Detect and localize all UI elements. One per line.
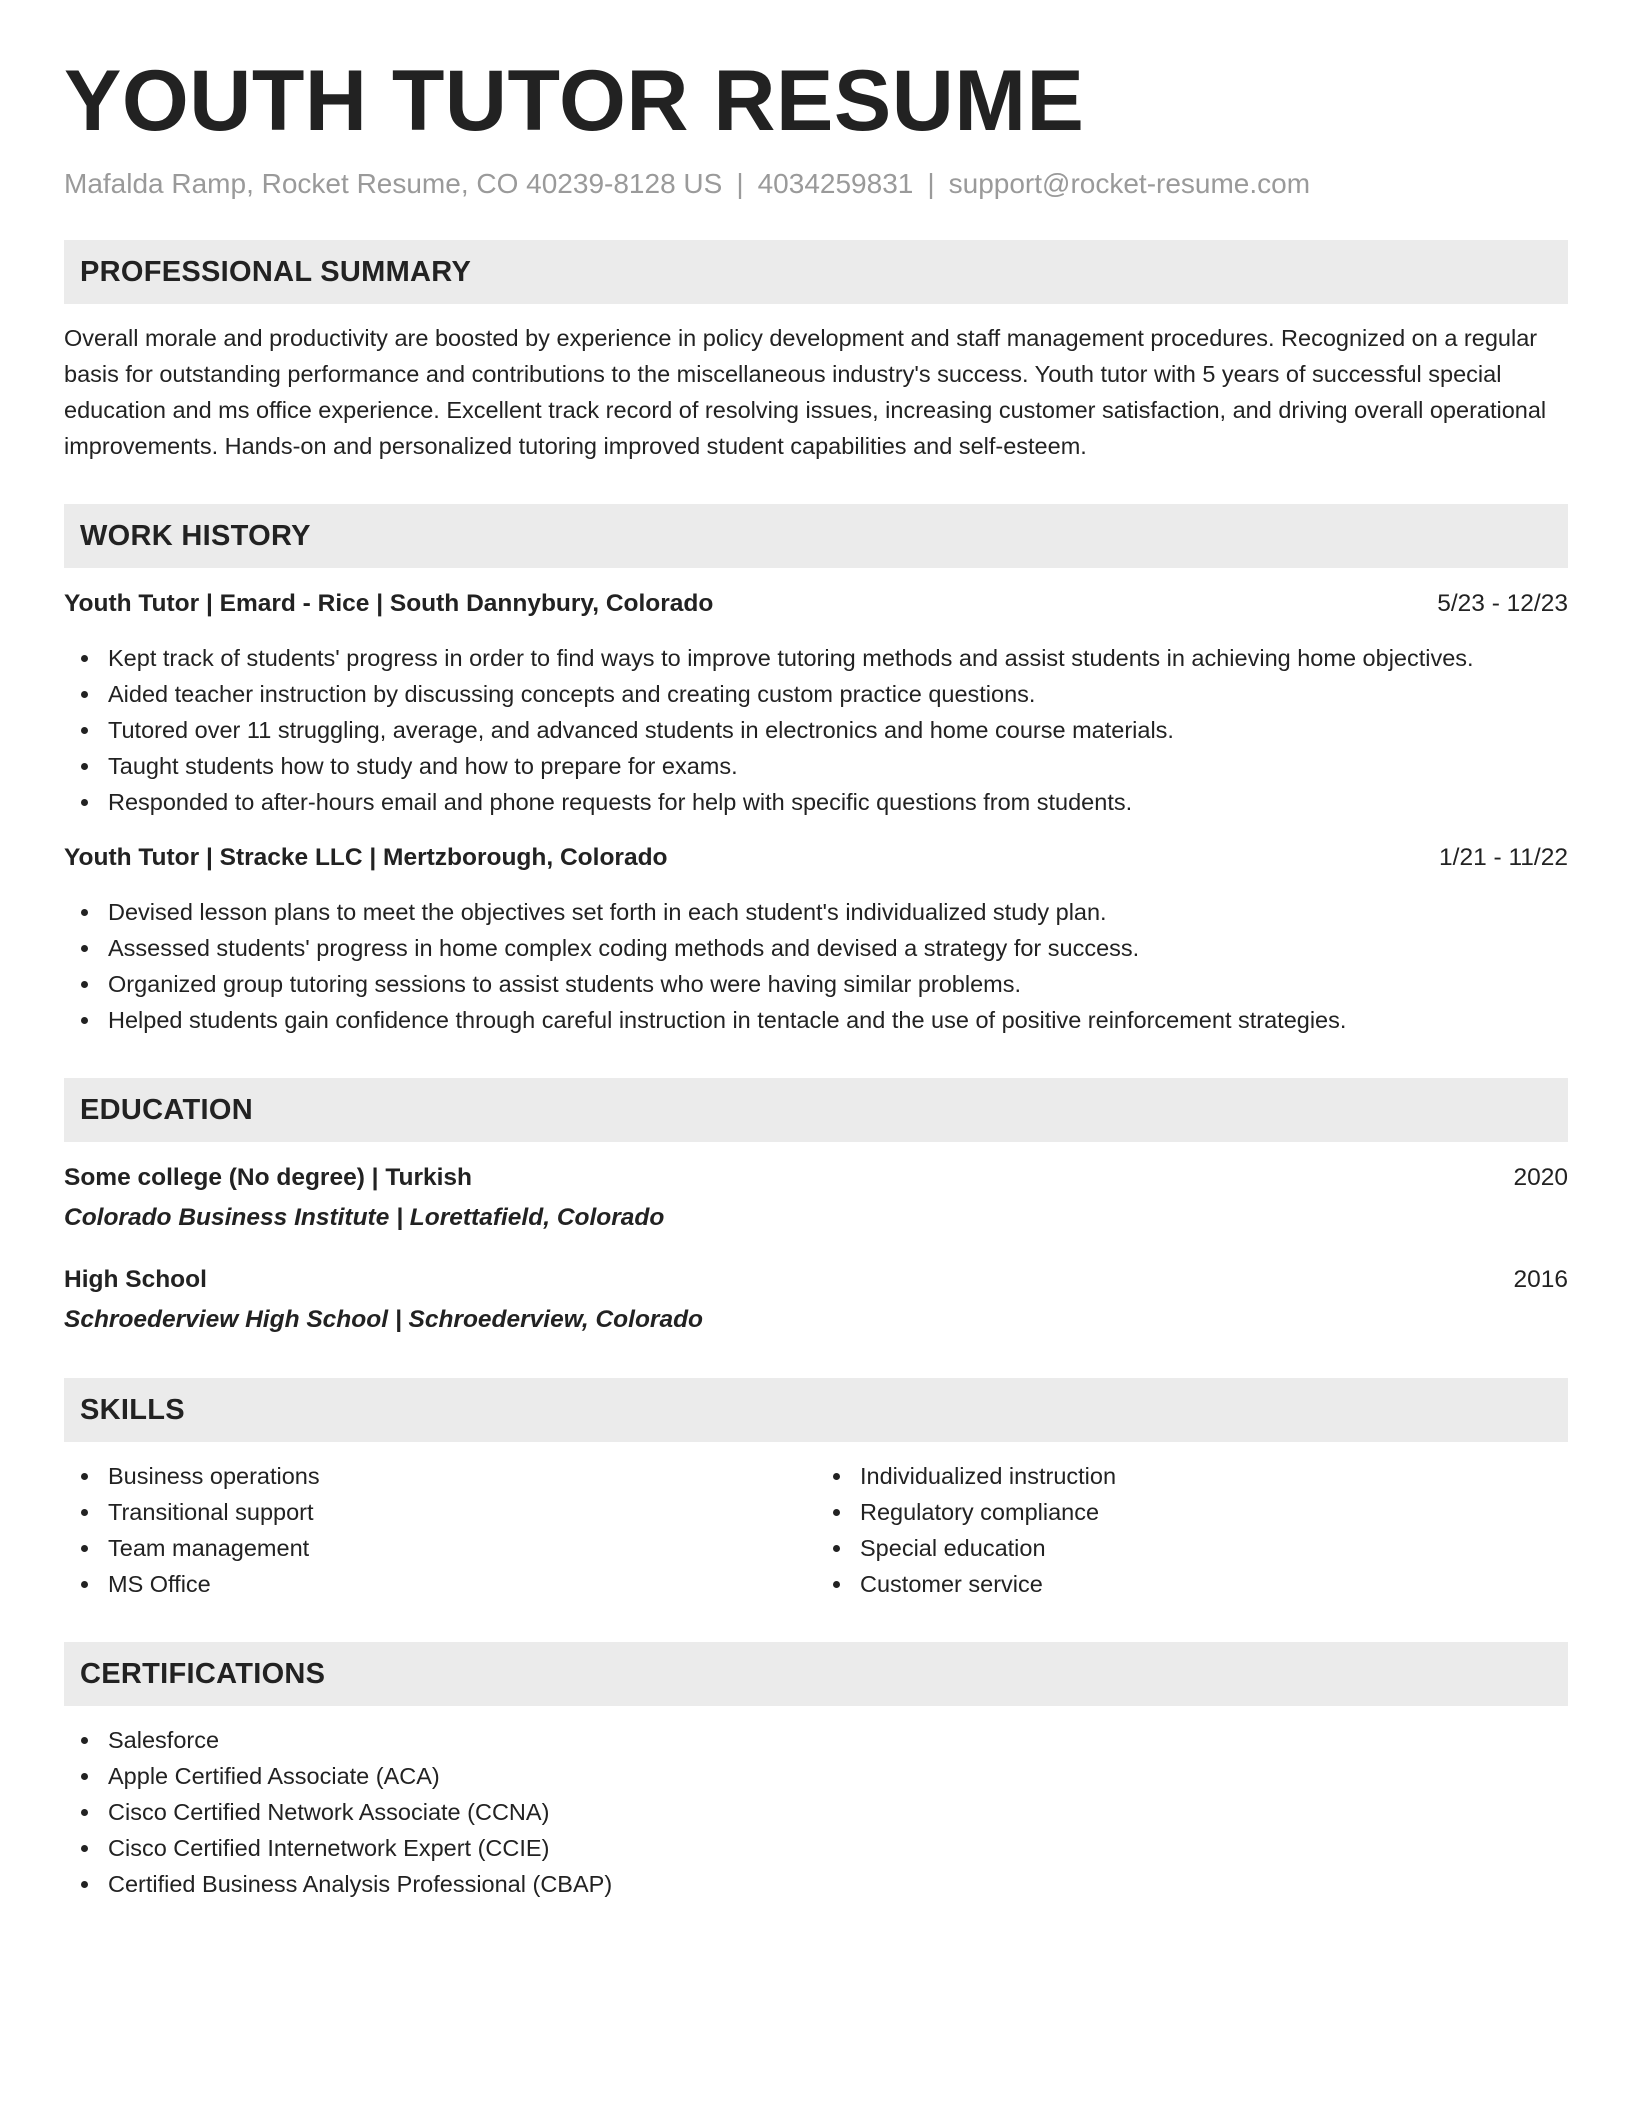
job-bullet: Assessed students' progress in home complex coding methods and devised a strategy for success.: [64, 930, 1568, 966]
job-header: [64, 840, 1568, 876]
section-title: CERTIFICATIONS: [80, 1657, 326, 1690]
job-bullet: Helped students gain confidence through careful instruction in tentacle and the use of positive reinforcement strategies.: [64, 1002, 1568, 1038]
section-heading-summary: [64, 240, 1568, 304]
education-year: 2020: [1513, 1164, 1568, 1192]
skill-item: Transitional support: [64, 1494, 816, 1530]
section-heading-education: [64, 1078, 1568, 1142]
job-bullet: Organized group tutoring sessions to assist students who were having similar problems.: [64, 966, 1568, 1002]
job-entry: [64, 840, 1568, 1038]
certification-item: Apple Certified Associate (ACA): [64, 1758, 1568, 1794]
job-bullet: Taught students how to study and how to prepare for exams.: [64, 748, 1568, 784]
certification-item: Cisco Certified Network Associate (CCNA): [64, 1794, 1568, 1830]
section-heading-work-history: [64, 504, 1568, 568]
job-title: Youth Tutor | Emard - Rice | South Dannybury, Colorado: [64, 590, 714, 618]
skill-item: Business operations: [64, 1458, 816, 1494]
contact-separator: |: [736, 168, 744, 200]
education-school: Schroederview High School | Schroederview, Colorado: [64, 1306, 704, 1334]
job-bullets: [64, 640, 1568, 820]
section-title: WORK HISTORY: [80, 519, 311, 552]
job-bullet: Kept track of students' progress in order to find ways to improve tutoring methods and assist students in achieving home objectives.: [64, 640, 1568, 676]
job-title: Youth Tutor | Stracke LLC | Mertzborough, Colorado: [64, 844, 668, 872]
certifications-list: [64, 1722, 1568, 1902]
education-entry: [64, 1160, 1568, 1236]
skills-left-column: [64, 1458, 816, 1602]
education-degree: High School: [64, 1266, 207, 1294]
job-bullet: Devised lesson plans to meet the objectives set forth in each student's individualized study plan.: [64, 894, 1568, 930]
skills-columns: [64, 1458, 1568, 1602]
education-degree: Some college (No degree) | Turkish: [64, 1164, 473, 1192]
section-title: SKILLS: [80, 1393, 185, 1426]
certification-item: Cisco Certified Internetwork Expert (CCIE): [64, 1830, 1568, 1866]
job-bullet: Tutored over 11 struggling, average, and advanced students in electronics and home course materials.: [64, 712, 1568, 748]
skill-item: Customer service: [816, 1566, 1568, 1602]
section-heading-certifications: [64, 1642, 1568, 1706]
certification-item: Certified Business Analysis Professional (CBAP): [64, 1866, 1568, 1902]
education-entry: [64, 1262, 1568, 1338]
education-row: [64, 1160, 1568, 1196]
skills-right-column: [816, 1458, 1568, 1602]
section-heading-skills: [64, 1378, 1568, 1442]
contact-line: [64, 168, 1568, 200]
skill-item: Team management: [64, 1530, 816, 1566]
summary-text: Overall morale and productivity are boosted by experience in policy development and staff management procedures. Recognized on a regular basis for outstanding performance and contributions to the miscellaneous industry's success. Youth tutor with 5 years of successful special education and ms office experience. Excellent track record of resolving issues, increasing customer satisfaction, and driving overall operational improvements. Hands-on and personalized tutoring improved student capabilities and self-esteem.: [64, 325, 1547, 460]
job-bullet: Aided teacher instruction by discussing concepts and creating custom practice questions.: [64, 676, 1568, 712]
skill-item: Regulatory compliance: [816, 1494, 1568, 1530]
job-dates: 1/21 - 11/22: [1439, 844, 1568, 872]
contact-phone: 4034259831: [757, 168, 914, 200]
education-row: [64, 1262, 1568, 1298]
job-header: [64, 586, 1568, 622]
contact-separator: |: [927, 168, 935, 200]
job-bullet: Responded to after-hours email and phone requests for help with specific questions from students.: [64, 784, 1568, 820]
contact-address: Mafalda Ramp, Rocket Resume, CO 40239-8128 US: [64, 168, 723, 200]
certification-item: Salesforce: [64, 1722, 1568, 1758]
skill-item: Special education: [816, 1530, 1568, 1566]
job-bullets: [64, 894, 1568, 1038]
education-school: Colorado Business Institute | Lorettafield, Colorado: [64, 1204, 665, 1232]
job-dates: 5/23 - 12/23: [1437, 590, 1568, 618]
resume-title: YOUTH TUTOR RESUME: [64, 53, 1085, 149]
education-year: 2016: [1513, 1266, 1568, 1294]
certifications-list-wrap: [64, 1722, 1568, 1902]
job-entry: [64, 586, 1568, 820]
contact-email: support@rocket-resume.com: [948, 168, 1311, 200]
skill-item: MS Office: [64, 1566, 816, 1602]
section-title: PROFESSIONAL SUMMARY: [80, 255, 472, 288]
skill-item: Individualized instruction: [816, 1458, 1568, 1494]
section-title: EDUCATION: [80, 1093, 253, 1126]
